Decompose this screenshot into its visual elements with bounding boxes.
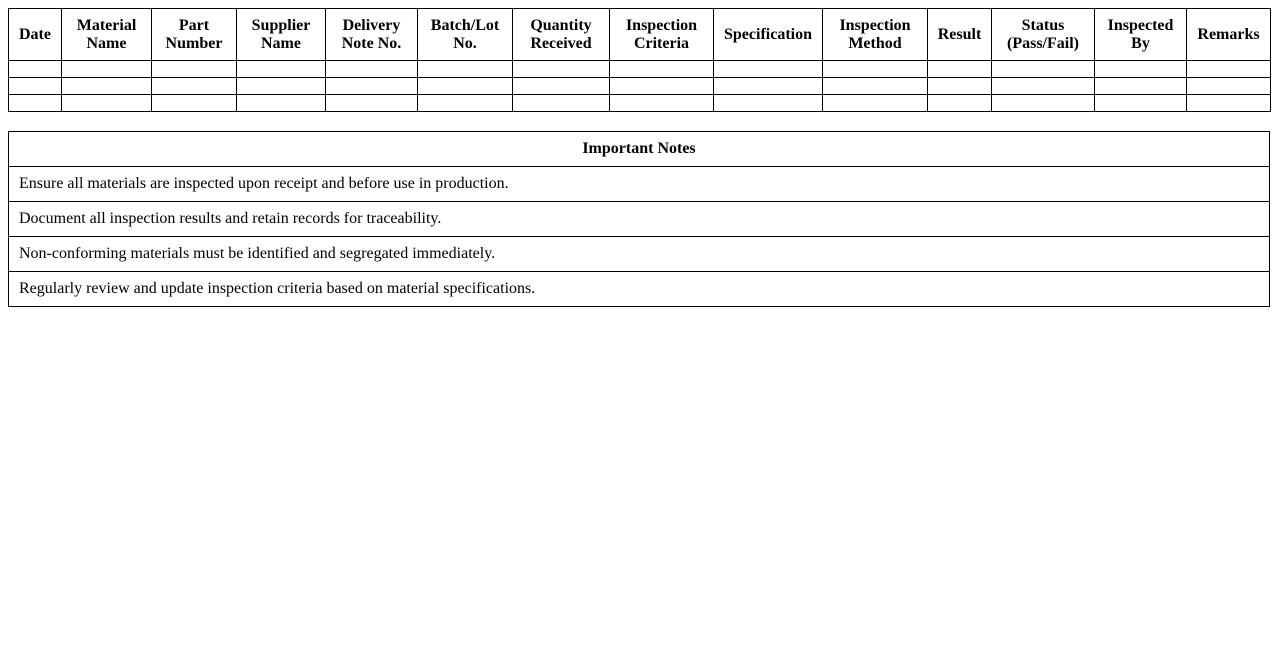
note-item: Ensure all materials are inspected upon receipt and before use in production. xyxy=(9,167,1270,202)
table-cell[interactable] xyxy=(992,78,1095,95)
table-cell[interactable] xyxy=(62,95,152,112)
table-cell[interactable] xyxy=(610,95,714,112)
table-row xyxy=(9,61,1271,78)
header-delivery-note-no xyxy=(326,9,418,61)
table-cell[interactable] xyxy=(823,78,928,95)
table-cell[interactable] xyxy=(714,78,823,95)
table-cell[interactable] xyxy=(1187,61,1271,78)
table-cell[interactable] xyxy=(152,95,237,112)
table-cell[interactable] xyxy=(326,61,418,78)
header-text: Supplier xyxy=(251,16,311,34)
header-text: Batch/Lot xyxy=(430,16,500,34)
table-cell[interactable] xyxy=(9,95,62,112)
table-cell[interactable] xyxy=(610,61,714,78)
note-row xyxy=(9,202,1270,237)
table-cell[interactable] xyxy=(326,95,418,112)
table-cell[interactable] xyxy=(992,95,1095,112)
header-text: Inspected xyxy=(1107,16,1174,34)
note-item: Document all inspection results and retain records for traceability. xyxy=(9,202,1270,237)
table-cell[interactable] xyxy=(992,61,1095,78)
header-part-number xyxy=(152,9,237,61)
table-cell[interactable] xyxy=(714,95,823,112)
notes-list xyxy=(9,167,1270,307)
table-cell[interactable] xyxy=(928,95,992,112)
table-cell[interactable] xyxy=(152,78,237,95)
header-batch-lot-no xyxy=(418,9,513,61)
header-text: Delivery xyxy=(342,16,401,34)
inspection-table xyxy=(8,8,1271,112)
note-row xyxy=(9,272,1270,307)
header-text: Method xyxy=(848,34,902,52)
header-text: Specification xyxy=(724,25,812,43)
note-row xyxy=(9,237,1270,272)
notes-table xyxy=(8,131,1270,307)
table-cell[interactable] xyxy=(513,61,610,78)
table-cell[interactable] xyxy=(237,61,326,78)
table-cell[interactable] xyxy=(1095,61,1187,78)
header-inspection-criteria xyxy=(610,9,714,61)
note-item: Regularly review and update inspection criteria based on material specifications. xyxy=(9,272,1270,307)
header-text: Criteria xyxy=(633,34,690,52)
table-cell[interactable] xyxy=(714,61,823,78)
note-row xyxy=(9,167,1270,202)
header-text: Status xyxy=(1021,16,1065,34)
table-cell[interactable] xyxy=(1095,95,1187,112)
table-cell[interactable] xyxy=(62,61,152,78)
header-specification xyxy=(714,9,823,61)
table-cell[interactable] xyxy=(610,78,714,95)
table-row xyxy=(9,78,1271,95)
table-cell[interactable] xyxy=(928,78,992,95)
table-cell[interactable] xyxy=(326,78,418,95)
header-text: (Pass/Fail) xyxy=(1007,34,1079,52)
header-text: Quantity xyxy=(530,16,592,34)
header-quantity-received xyxy=(513,9,610,61)
header-text: Result xyxy=(937,25,982,43)
table-row xyxy=(9,95,1271,112)
table-cell[interactable] xyxy=(1095,78,1187,95)
notes-header-row xyxy=(9,132,1270,167)
table-cell[interactable] xyxy=(928,61,992,78)
table-cell[interactable] xyxy=(1187,78,1271,95)
table-cell[interactable] xyxy=(418,95,513,112)
note-item: Non-conforming materials must be identified and segregated immediately. xyxy=(9,237,1270,272)
header-text: Name xyxy=(86,34,127,52)
header-text: Remarks xyxy=(1197,25,1260,43)
header-remarks xyxy=(1187,9,1271,61)
header-text: Date xyxy=(19,25,51,43)
header-date xyxy=(9,9,62,61)
header-inspection-method xyxy=(823,9,928,61)
table-cell[interactable] xyxy=(418,61,513,78)
header-text: By xyxy=(1131,34,1150,52)
header-material-name xyxy=(62,9,152,61)
table-cell[interactable] xyxy=(513,78,610,95)
table-cell[interactable] xyxy=(62,78,152,95)
header-text: Number xyxy=(165,34,223,52)
header-text: Inspection xyxy=(625,16,698,34)
table-cell[interactable] xyxy=(9,61,62,78)
table-cell[interactable] xyxy=(823,95,928,112)
header-supplier-name xyxy=(237,9,326,61)
header-inspected-by xyxy=(1095,9,1187,61)
notes-title: Important Notes xyxy=(9,132,1270,167)
header-text: Received xyxy=(530,34,592,52)
header-status xyxy=(992,9,1095,61)
header-text: Material xyxy=(76,16,137,34)
header-text: Inspection xyxy=(839,16,911,34)
table-cell[interactable] xyxy=(237,95,326,112)
table-cell[interactable] xyxy=(237,78,326,95)
header-result xyxy=(928,9,992,61)
header-text: Name xyxy=(261,34,301,52)
table-cell[interactable] xyxy=(152,61,237,78)
table-cell[interactable] xyxy=(513,95,610,112)
table-cell[interactable] xyxy=(1187,95,1271,112)
header-row xyxy=(9,9,1271,61)
header-text: No. xyxy=(453,34,477,52)
header-text: Part xyxy=(178,16,210,34)
table-cell[interactable] xyxy=(418,78,513,95)
table-cell[interactable] xyxy=(823,61,928,78)
header-text: Note No. xyxy=(341,34,402,52)
inspection-table-body xyxy=(9,61,1271,112)
table-cell[interactable] xyxy=(9,78,62,95)
